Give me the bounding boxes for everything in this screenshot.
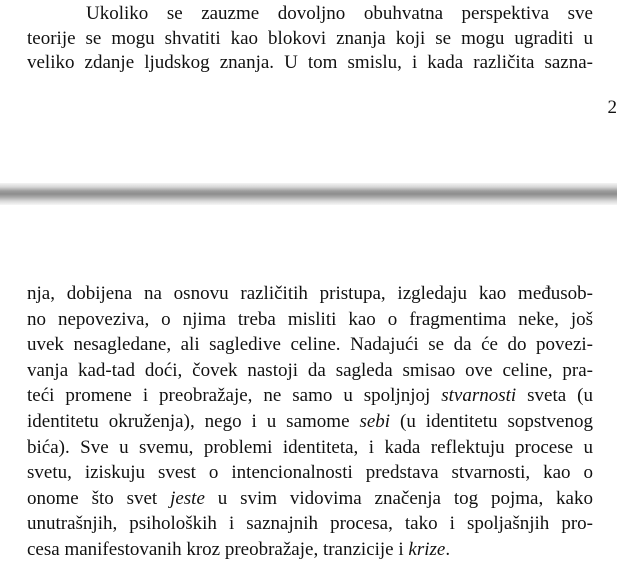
text-line [27,409,593,435]
text-line [27,435,593,461]
text-line [27,307,593,333]
text-segment: bića). Sve u svemu, problemi identiteta, i kada reflektuju procese u [27,436,593,458]
text-segment: onome što svet [27,487,171,509]
text-segment: veliko zdanje ljudskog znanja. U tom smislu, i kada različita sazna- [27,52,593,73]
top-paragraph [27,2,593,76]
text-segment: nja, dobijena na osnovu različitih pristupa, izgledaju kao međusob- [27,283,593,304]
italic-term: jeste [170,487,205,509]
text-segment: teći promene i preobražaje, ne samo u spoljnjoj [27,385,442,407]
text-line [27,51,593,76]
text-segment: svetu, iziskuju svest o intencionalnosti predstava stvarnosti, kao o [27,462,593,484]
text-line [27,2,593,27]
text-segment: identitetu okruženja), nego i u samome [27,410,360,432]
text-segment: u svim vidovima značenja tog pojma, kako [204,487,593,509]
text-segment: vanja kad-tad doći, čovek nastoji da sagleda smisao ove celine, pra- [27,359,593,381]
text-segment: sveta (u [516,385,593,407]
text-segment: teorije se mogu shvatiti kao blokovi znanja koji se mogu ugraditi u [27,27,593,49]
text-line [27,358,593,384]
text-line [27,332,593,358]
text-line [27,460,593,486]
upper-page [0,0,617,183]
text-segment: (u identitetu sopstvenog [390,410,593,432]
text-segment: Ukoliko se zauzme dovoljno obuhvatna perspektiva sve [86,3,593,24]
text-line [27,537,593,563]
text-line [27,486,593,512]
bottom-paragraph [27,281,593,563]
page-number: 2 [607,97,617,118]
text-segment: unutrašnjih, psiholoških i saznajnih procesa, tako i spoljašnjih pro- [27,513,593,535]
italic-term: krize [408,538,446,560]
text-line [27,511,593,537]
italic-term: stvarnosti [441,385,517,407]
text-segment: cesa manifestovanih kroz preobražaje, tranzicije i [27,538,409,560]
text-line [27,27,593,52]
text-segment: . [445,538,451,560]
italic-term: sebi [359,410,391,432]
text-segment: uvek nesagledane, ali sagledive celine. Nadajući se da će do povezi- [27,334,593,356]
text-segment: no nepoveziva, o njima treba misliti kao o fragmentima neke, još [27,308,593,330]
lower-page [0,205,617,566]
page-divider [0,183,617,205]
text-line [27,281,593,307]
text-line [27,383,593,409]
